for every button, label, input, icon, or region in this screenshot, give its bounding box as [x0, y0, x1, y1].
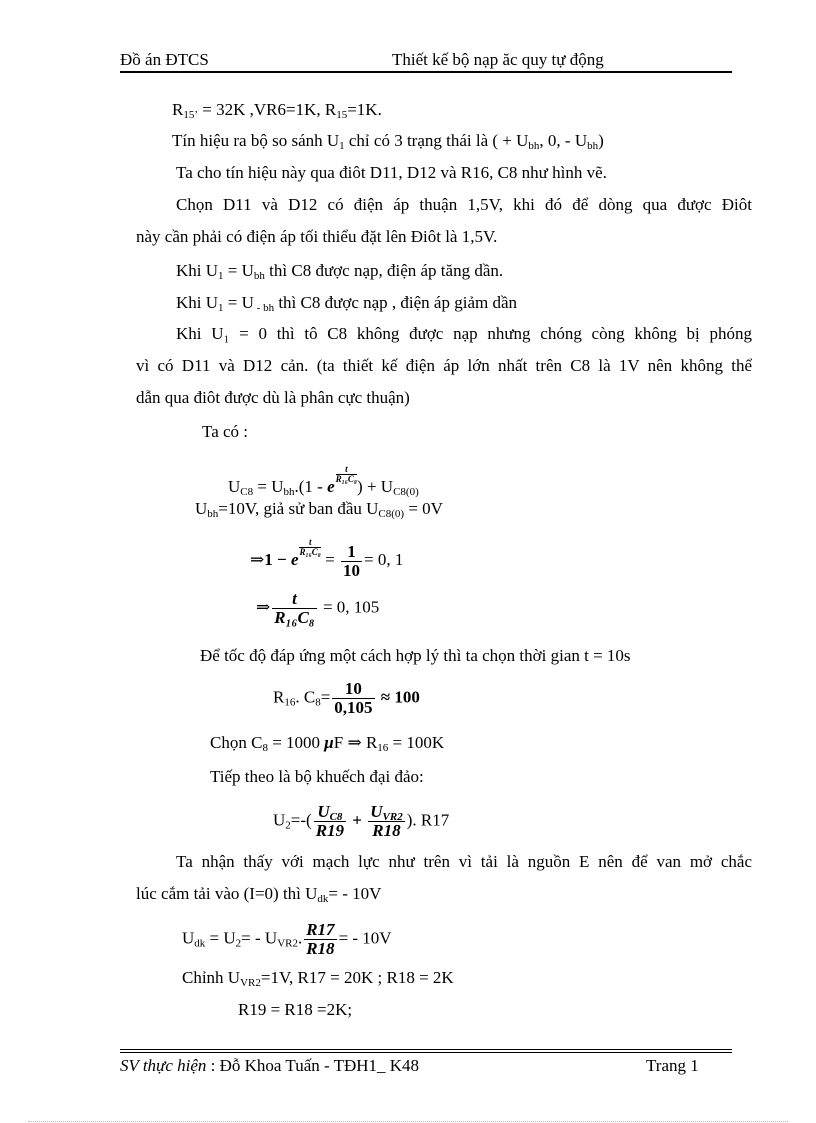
discharge-condition-line: Khi $U_1 = U$ $_{- bh}$ thì C8 được nạp , điện áp giảm dần — [176, 293, 518, 314]
footer-page-number: Trang 1 — [646, 1056, 699, 1075]
header-left: Đồ án ĐTCS — [120, 50, 209, 69]
adjust-vr2-line: Chỉnh $U_{VR2}=1V$, R17 = 20K ; R18 = 2K — [182, 968, 454, 989]
r19-line: R19 = R18 =2K; — [238, 1000, 353, 1019]
equation-uc8: $U_{C8} = U_{bh}.(1 - e$ $\frac{t}{\text{R₁₆C₈}}$ ) + $U_{C8(0)}$ — [228, 464, 419, 498]
paragraph-line: Tiếp theo là bộ khuếch đại đảo: — [210, 767, 424, 786]
equation-r16c8: $R_{16}$. $C_8=$ $\frac{10}{0,105}$ ≈ 100 — [273, 679, 420, 717]
footer-rule-top — [120, 1049, 732, 1050]
udk-line: lúc cắm tải vào (I=0) thì $U_{dk}= - 10V$ — [136, 884, 382, 905]
equation-exp-ratio: ⇒1 − e $\frac{t}{\text{R₁₆C₈}}$ = $\frac{1}{10}$ = 0, 1 — [250, 537, 404, 580]
header-right: Thiết kế bộ nạp ăc quy tự động — [392, 50, 604, 69]
page-bottom-dotted-divider — [28, 1121, 788, 1122]
equation-u2: $U_2=-$( $\frac{U_{C8}}{R19}$ + $\frac{U_{VR2}}{R18}$ ). R17 — [273, 802, 450, 840]
equation-time-constant: ⇒ $\frac{t}{\text{R₁₆C₈}}$ = 0, 105 — [256, 589, 380, 627]
choose-c8-line: Chọn $C_8 = 1000$ μF ⇒ $R_{16} = 100K$ — [210, 733, 445, 754]
equation-udk: $U_{dk} = U_2= - U_{VR2}$. $\frac{R17}{R18}$ = - 10V — [182, 920, 392, 958]
paragraph-line: vì có D11 và D12 cản. (ta thiết kế điện áp lớn nhất trên C8 là 1V nên không thể — [136, 356, 752, 375]
footer-left: SV thực hiện : Đỗ Khoa Tuấn - TĐH1_ K48 — [120, 1056, 420, 1075]
ta-co-label: Ta có : — [202, 422, 249, 441]
paragraph-line: Ta nhận thấy với mạch lực như trên vì tải là nguồn E nên để van mở chắc — [176, 852, 752, 871]
paragraph-line: dẫn qua điôt được dù là phân cực thuận) — [136, 388, 410, 407]
paragraph-line: này cần phải có điện áp tối thiểu đặt lên Điôt là 1,5V. — [136, 227, 498, 246]
ubh-line: $U_{bh}=10V$, giả sử ban đầu $U_{C8(0)} = 0V$ — [195, 499, 443, 520]
comparator-output-line: Tín hiệu ra bộ so sánh $U_1$ chỉ có 3 trạng thái là ( + $U_{bh}$, 0, - $U_{bh}$) — [172, 131, 604, 152]
paragraph-line: Chọn D11 và D12 có điện áp thuận 1,5V, khi đó để dòng qua được Điôt — [176, 195, 752, 214]
header-rule — [120, 71, 732, 73]
paragraph-line: Khi U₁ = 0 thì tô C8 không được nạp nhưng chóng còng không bị phóng — [176, 324, 752, 343]
paragraph-line: Ta cho tín hiệu này qua điôt D11, D12 và R16, C8 như hình vẽ. — [176, 163, 607, 182]
charge-condition-line: Khi $U_1 = U_{bh}$ thì C8 được nạp, điện áp tăng dần. — [176, 261, 504, 282]
resistor-values-line: $R_{15’} = 32K$ ,VR6=1K, $R_{15}=1K$. — [172, 100, 382, 121]
footer-rule-bottom — [120, 1052, 732, 1053]
paragraph-line: Để tốc độ đáp ứng một cách hợp lý thì ta chọn thời gian t = 10s — [200, 646, 631, 665]
